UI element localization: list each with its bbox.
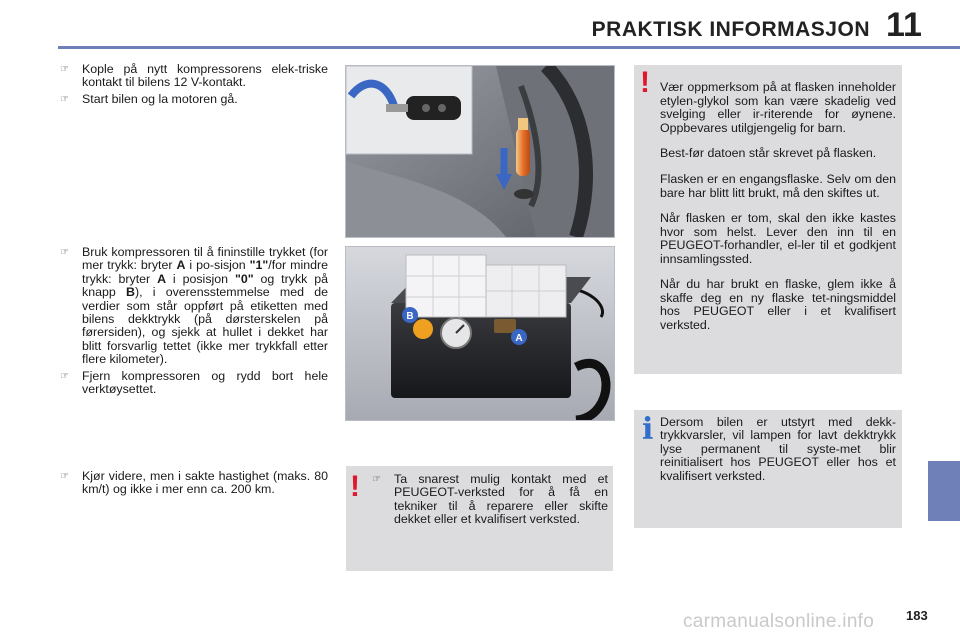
label-a: A	[515, 333, 523, 344]
right-warning-text: Vær oppmerksom på at flasken inneholder etylen-glykol som kan være skadelig ved svelging eller ir-riterende for øynene. Oppbevares utilgjengelig for barn. Best-før datoen står skrevet på flasken. Flasken er en engangsflaske. Selv om den bare har blitt litt brukt, må den skiftes ut. Når flasken er tom, skal den ikke kastes hvor som helst. Lever den inn til en PEUGEOT-forhandler, el-ler til et godkjent innsamlingssted. Når du har brukt en flaske, glem ikke å skaffe deg en ny flaske tet-ningsmiddel hos PEUGEOT eller i et kvalifisert verksted.	[660, 80, 896, 332]
page-title: PRAKTISK INFORMASJON	[591, 18, 870, 41]
list-item: ☞ Bruk kompressoren til å fininstille trykket (for mer trykk: bryter A i po-sisjon "1"/for mindre trykk: bryter A i posisjon "0" og trykk på knapp B), i overensstemmelse med de verdier som står oppført på etiketten med bilens dekktrykk (på dørsterskelen på førersiden), og sjekk at hullet i dekket har blitt forsvarlig tettet (ikke mer trykkfall etter flere kilometer).	[60, 245, 329, 367]
compressor-illustration	[346, 247, 614, 420]
arrow-bullet-icon: ☞	[60, 471, 69, 482]
compressor-figure	[345, 246, 615, 421]
arrow-bullet-icon: ☞	[60, 370, 69, 382]
page-number: 183	[906, 608, 928, 623]
list-item: ☞ Kople på nytt kompressorens elek-triske kontakt til bilens 12 V-kontakt.	[60, 62, 328, 90]
arrow-bullet-icon: ☞	[60, 247, 69, 258]
list-item: ☞ Fjern kompressoren og rydd bort hele verktøysettet.	[60, 368, 328, 397]
exclamation-icon: !	[350, 470, 360, 503]
car-interior-figure	[345, 65, 615, 238]
arrow-bullet-icon: ☞	[372, 474, 381, 485]
watermark: carmanualsonline.info	[683, 611, 875, 632]
exclamation-icon: !	[640, 66, 650, 99]
center-warning-text: ☞ Ta snarest mulig kontakt med et PEUGEOT-verksted for å få en tekniker til å reparere eller skifte dekket eller et kvalifisert verksted.	[372, 472, 608, 527]
instructions-group-2	[60, 246, 328, 399]
right-info-text: Dersom bilen er utstyrt med dekk-trykkvarsler, vil lampen for lavt dekktrykk lyse permanent til syste-met blir reinitialisert hos PEUGEOT eller hos et kvalifisert verksted.	[660, 415, 896, 483]
label-b: B	[406, 311, 414, 322]
chapter-number: 11	[886, 6, 922, 44]
list-item: ☞ Start bilen og la motoren gå.	[60, 91, 238, 106]
chapter-tab	[928, 461, 960, 521]
instructions-group-1	[60, 63, 328, 109]
header-rule	[58, 46, 960, 49]
car-interior-illustration	[346, 66, 614, 237]
instructions-group-3	[60, 470, 328, 500]
list-item: ☞ Kjør videre, men i sakte hastighet (maks. 80 km/t) og ikke i mer enn ca. 200 km.	[60, 469, 328, 497]
info-icon: i	[642, 412, 654, 447]
arrow-bullet-icon: ☞	[60, 64, 69, 75]
arrow-bullet-icon: ☞	[60, 93, 69, 105]
